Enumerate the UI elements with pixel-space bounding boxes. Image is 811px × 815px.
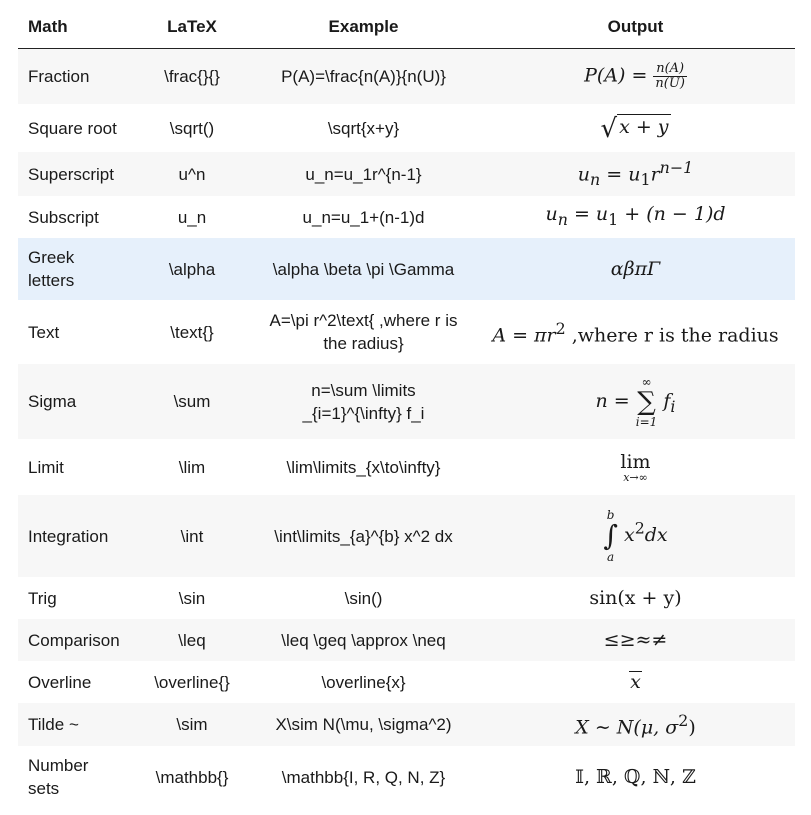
latex-example: \int\limits_{a}^{b} x^2 dx bbox=[274, 526, 453, 546]
header-math: Math bbox=[28, 16, 68, 36]
math-name: Text bbox=[28, 322, 60, 342]
table-row bbox=[18, 495, 795, 577]
table-row bbox=[18, 152, 795, 196]
math-name: Superscript bbox=[28, 164, 114, 184]
rendered-output bbox=[476, 629, 795, 652]
latex-command: \sqrt() bbox=[169, 118, 215, 138]
latex-example: \leq \geq \approx \neq bbox=[281, 630, 446, 650]
rendered-output bbox=[476, 587, 795, 610]
table-row-highlighted bbox=[18, 238, 795, 300]
number-sets-output: 𝕀, ℝ, ℚ, ℕ, ℤ bbox=[575, 765, 696, 788]
math-name: Square root bbox=[28, 118, 117, 138]
output-subscript: 1 bbox=[608, 209, 619, 229]
overline-output: x bbox=[630, 670, 641, 693]
rendered-output bbox=[476, 452, 795, 483]
latex-example: n=\sum \limits _{i=1}^{\infty} f_i bbox=[302, 380, 425, 423]
output-term: ) bbox=[688, 716, 696, 739]
square-root-expression bbox=[600, 113, 670, 144]
output-term: = u bbox=[600, 163, 641, 186]
table-header bbox=[18, 4, 795, 49]
trig-output: sin(x + y) bbox=[589, 586, 682, 609]
greek-output: αβπΓ bbox=[610, 257, 661, 280]
rendered-output bbox=[476, 203, 795, 231]
latex-command: \text{} bbox=[170, 322, 214, 342]
latex-command: \sim bbox=[176, 715, 208, 734]
table-row bbox=[18, 300, 795, 364]
latex-command: \int bbox=[180, 526, 204, 546]
table-row bbox=[18, 49, 795, 104]
limit-subscript: x→∞ bbox=[623, 470, 648, 484]
latex-example: \mathbb{I, R, Q, N, Z} bbox=[281, 767, 446, 787]
radical-sign: √ bbox=[600, 113, 618, 144]
latex-command: \sum bbox=[173, 392, 211, 411]
rendered-output bbox=[476, 62, 795, 91]
output-term: x bbox=[623, 524, 635, 546]
sum-upper-limit: ∞ bbox=[641, 374, 652, 389]
output-term: + (n − 1)d bbox=[618, 203, 726, 226]
integral-lower-limit: a bbox=[607, 550, 615, 564]
math-name: Greek letters bbox=[28, 248, 75, 290]
math-name: Comparison bbox=[28, 630, 120, 650]
latex-example: \sin() bbox=[344, 588, 383, 608]
output-term: X ∼ N(μ, σ bbox=[575, 716, 679, 739]
table-row bbox=[18, 439, 795, 495]
output-term: = u bbox=[567, 203, 609, 226]
output-exponent: 2 bbox=[634, 518, 645, 538]
rendered-output bbox=[476, 113, 795, 144]
latex-example: \sqrt{x+y} bbox=[327, 118, 400, 138]
math-name: Subscript bbox=[28, 207, 99, 227]
limit-operator bbox=[620, 452, 650, 483]
latex-example: \lim\limits_{x\to\infty} bbox=[286, 457, 441, 477]
header-example: Example bbox=[328, 16, 399, 36]
integral-sign: ∫ bbox=[603, 519, 618, 552]
math-name: Number sets bbox=[28, 756, 89, 798]
latex-command: u_n bbox=[177, 207, 207, 227]
output-term: A = πr bbox=[492, 324, 556, 347]
rendered-output bbox=[476, 258, 795, 281]
rendered-output bbox=[476, 709, 795, 739]
output-exponent: 2 bbox=[555, 318, 566, 338]
output-term: u bbox=[545, 203, 558, 226]
output-term: n = bbox=[595, 389, 636, 412]
fraction-numerator: n(A) bbox=[653, 62, 686, 77]
sum-lower-limit: i=1 bbox=[635, 414, 658, 429]
latex-example: \overline{x} bbox=[321, 672, 406, 692]
output-term: dx bbox=[644, 524, 668, 546]
latex-command: u^n bbox=[178, 164, 206, 184]
output-exponent: n−1 bbox=[659, 158, 694, 178]
rendered-output bbox=[476, 156, 795, 191]
latex-command: \alpha bbox=[168, 259, 216, 279]
limit-sign: lim bbox=[620, 450, 651, 473]
header-latex: LaTeX bbox=[167, 16, 217, 36]
latex-command: \lim bbox=[178, 457, 206, 477]
table-row bbox=[18, 661, 795, 703]
summation-symbol bbox=[636, 376, 658, 428]
rendered-output bbox=[476, 376, 795, 428]
latex-example: \alpha \beta \pi \Gamma bbox=[272, 259, 455, 279]
comparison-output: ≤≥≈≠ bbox=[603, 628, 668, 651]
header-output: Output bbox=[607, 16, 664, 36]
rendered-output bbox=[476, 317, 795, 347]
math-name: Limit bbox=[28, 457, 64, 477]
fraction-lhs: P(A) = bbox=[584, 64, 648, 87]
math-name: Overline bbox=[28, 672, 92, 692]
latex-reference-table bbox=[18, 4, 795, 808]
output-term: f bbox=[663, 389, 671, 412]
integral-operator bbox=[603, 509, 618, 563]
output-subscript: 1 bbox=[640, 170, 651, 190]
radicand: x + y bbox=[619, 115, 669, 138]
latex-command: \mathbb{} bbox=[155, 767, 229, 787]
fraction-expression bbox=[653, 62, 686, 91]
table-row bbox=[18, 577, 795, 619]
latex-command: \sin bbox=[178, 588, 206, 608]
rendered-output bbox=[476, 509, 795, 563]
math-name: Tilde ~ bbox=[28, 715, 79, 734]
fraction-denominator: n(U) bbox=[655, 76, 685, 91]
output-term: r bbox=[650, 163, 660, 186]
latex-example: A=\pi r^2\text{ ,where r is the radius} bbox=[269, 311, 458, 353]
table-row bbox=[18, 746, 795, 808]
latex-example: u_n=u_1+(n-1)d bbox=[302, 207, 425, 227]
math-name: Fraction bbox=[28, 67, 90, 86]
math-name: Sigma bbox=[28, 392, 77, 411]
output-subscript: i bbox=[670, 396, 676, 416]
rendered-output bbox=[476, 766, 795, 789]
output-subscript: n bbox=[557, 209, 568, 229]
output-subscript: n bbox=[590, 170, 601, 190]
sum-sign: ∑ bbox=[637, 386, 656, 417]
table-row bbox=[18, 703, 795, 746]
latex-example: X\sim N(\mu, \sigma^2) bbox=[275, 715, 452, 734]
math-name: Trig bbox=[28, 588, 57, 608]
integral-upper-limit: b bbox=[606, 508, 615, 522]
table-row bbox=[18, 104, 795, 152]
output-text: ,where r is the radius bbox=[565, 324, 779, 347]
table-row bbox=[18, 619, 795, 661]
table-row bbox=[18, 196, 795, 238]
output-term: u bbox=[577, 163, 591, 186]
table-row bbox=[18, 364, 795, 439]
latex-command: \overline{} bbox=[154, 672, 230, 692]
latex-example: u_n=u_1r^{n-1} bbox=[305, 164, 422, 184]
output-exponent: 2 bbox=[678, 711, 689, 731]
math-name: Integration bbox=[28, 526, 109, 546]
latex-command: \leq bbox=[178, 630, 206, 650]
rendered-output bbox=[476, 671, 795, 694]
latex-command: \frac{}{} bbox=[164, 67, 220, 86]
latex-example: P(A)=\frac{n(A)}{n(U)} bbox=[281, 67, 446, 86]
